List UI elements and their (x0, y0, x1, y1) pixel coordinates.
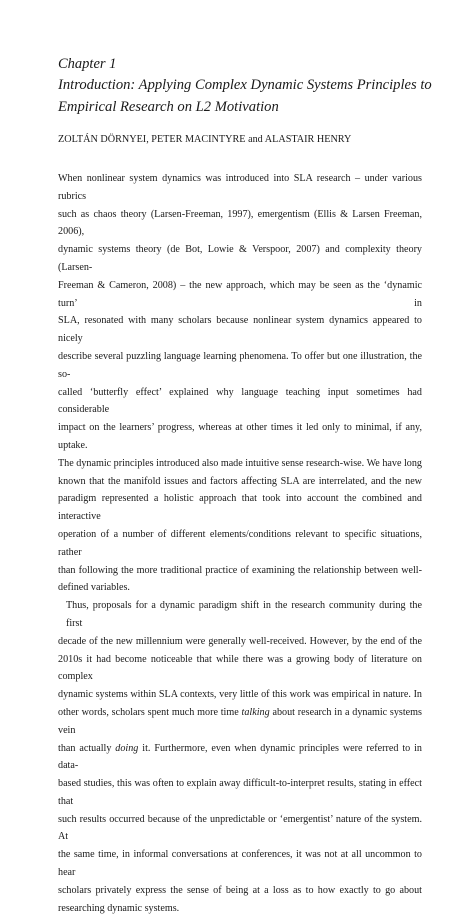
paragraph-2-line: Thus, proposals for a dynamic paradigm shift in the research community during the first (66, 600, 422, 629)
emphasized-text: doing (115, 742, 139, 754)
paragraph-1-line: The dynamic principles introduced also made intuitive sense research-wise. We have long (58, 457, 422, 469)
paragraph-2-line: the same time, in informal conversations at conferences, it was not at all uncommon to hear (58, 849, 422, 879)
paragraph-2-line: decade of the new millennium were generally well-received. However, by the end of the (58, 635, 422, 647)
text-segment: about research in a dynamic systems vein (58, 706, 422, 736)
paragraph-2-line: 2010s it had become noticeable that while there was a growing body of literature on complex (58, 653, 422, 683)
text-segment: other words, scholars spent much more time (58, 706, 242, 718)
author-list: ZOLTÁN DÖRNYEI, PETER MACINTYRE and ALASTAIR HENRY (58, 134, 352, 145)
paragraph-1-line: such as chaos theory (Larsen-Freeman, 1997), emergentism (Ellis & Larsen Freeman, 2006), (58, 208, 422, 238)
paragraph-1-line: When nonlinear system dynamics was introduced into SLA research – under various rubrics (58, 173, 422, 202)
text-segment: than actually (58, 742, 116, 754)
paragraph-1-line: Freeman & Cameron, 2008) – the new approach, which may be seen as the ‘dynamic turn’ in (58, 279, 422, 309)
chapter-title (58, 75, 438, 118)
chapter-title-line: Empirical Research on L2 Motivation (58, 98, 279, 115)
text-segment: it. Furthermore, even when dynamic principles were referred to in data- (58, 742, 422, 772)
paragraph-1-line: called ‘butterfly effect’ explained why language teaching input sometimes had considerable (58, 386, 422, 416)
chapter-label: Chapter 1 (58, 56, 117, 72)
paragraph-2-line (58, 740, 422, 776)
paragraph-1-line: defined variables. (58, 582, 130, 594)
paragraph-1-line: operation of a number of different elements/conditions relevant to specific situations, rather (58, 528, 422, 558)
paragraph-1-line: impact on the learners’ progress, whereas at other times it led only to minimal, if any, uptake. (58, 422, 422, 451)
paragraph-2-line: researching dynamic systems. (58, 902, 180, 914)
emphasized-text: talking (241, 706, 270, 718)
paragraph-1-line: SLA, resonated with many scholars because nonlinear system dynamics appeared to nicely (58, 315, 422, 345)
paragraph-1-line: than following the more traditional practice of examining the relationship between well- (58, 564, 422, 576)
paragraph-1-line: describe several puzzling language learning phenomena. To offer but one illustration, the so- (58, 350, 422, 380)
paragraph-1-line: paradigm represented a holistic approach that took into account the combined and interactive (58, 493, 422, 523)
paragraph-2-line: based studies, this was often to explain away difficult-to-interpret results, stating in effect that (58, 778, 422, 807)
paragraph-2-line: such results occurred because of the unpredictable or ‘emergentist’ nature of the system. At (58, 813, 422, 843)
paragraph-2-line: dynamic systems within SLA contexts, very little of this work was empirical in nature. In (58, 689, 422, 701)
body-text (58, 170, 422, 917)
paragraph-2-line: scholars privately express the sense of being at a loss as to how exactly to go about (58, 884, 422, 896)
paragraph-1-line: dynamic systems theory (de Bot, Lowie & Verspoor, 2007) and complexity theory (Larsen- (58, 244, 422, 273)
chapter-title-line: Introduction: Applying Complex Dynamic Systems Principles to (58, 77, 432, 93)
paragraph-1-line: known that the manifold issues and factors affecting SLA are interrelated, and the new (58, 475, 422, 487)
paragraph-2-line (58, 704, 422, 740)
